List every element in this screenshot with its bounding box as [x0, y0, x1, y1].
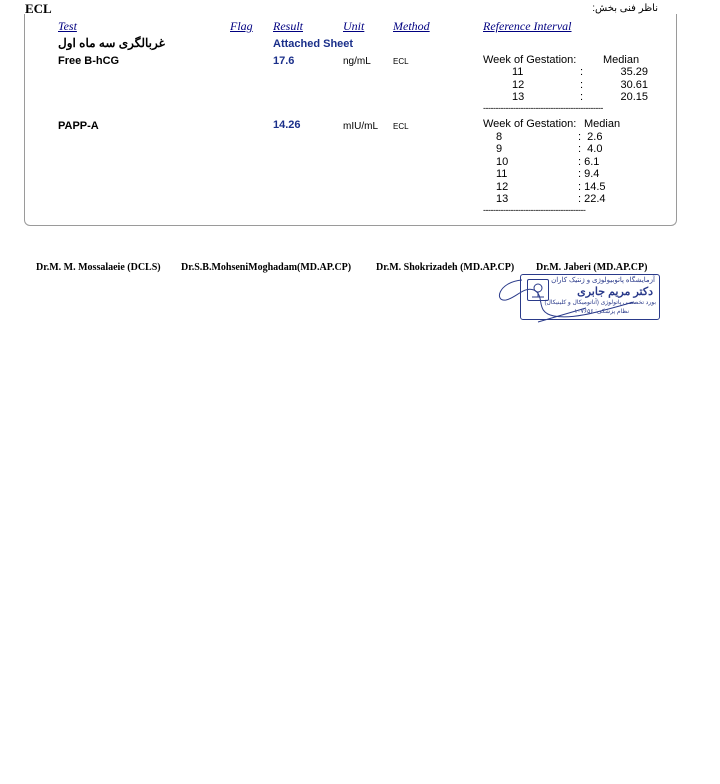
signature-mossalaeie: Dr.M. M. Mossalaeie (DCLS) [36, 262, 161, 273]
unit-papp-a: mIU/mL [343, 121, 378, 132]
ref-value: : 4.0 [578, 143, 603, 155]
stamp-lab-name: آزمایشگاه پاتوبیولوژی و ژنتیک کاران [551, 277, 655, 284]
signature-mohseni-moghadam: Dr.S.B.MohseniMoghadam(MD.AP.CP) [181, 262, 352, 273]
ref-separator: : [580, 91, 584, 103]
header-result: Result [273, 19, 303, 33]
ref-week: 13 [512, 91, 525, 103]
ref-separator: : [580, 79, 584, 91]
ref-week: 12 [512, 79, 525, 91]
test-name-papp-a: PAPP-A [58, 120, 99, 132]
stamp-license-number: نظام پزشکی: ۱۰۷۶۵۶ [574, 309, 629, 315]
ref-value: : 2.6 [578, 131, 603, 143]
unit-free-bhcg: ng/mL [343, 56, 371, 67]
ref-divider-2: ----------------------------------------- [483, 205, 586, 215]
ref-header-left-2: Week of Gestation: [483, 118, 577, 130]
header-unit: Unit [343, 19, 365, 33]
ref-header-right-1: Median [603, 54, 640, 66]
header-method: Method [393, 19, 430, 33]
stamp-doctor-name: دکتر مریم جابری [577, 286, 653, 298]
official-stamp [520, 274, 660, 320]
ref-week: 13 [496, 193, 509, 205]
ref-week: 9 [496, 143, 503, 155]
lab-logo-icon [527, 279, 549, 301]
header-test: Test [58, 19, 77, 33]
ref-divider-1: ------------------------------------------------ [483, 103, 603, 113]
ref-header-right-2: Median [584, 118, 621, 130]
signature-jaberi: Dr.M. Jaberi (MD.AP.CP) [536, 262, 648, 273]
ref-median: 35.29 [620, 66, 648, 78]
result-papp-a: 14.26 [273, 119, 301, 131]
result-free-bhcg: 17.6 [273, 55, 295, 67]
method-free-bhcg: ECL [393, 57, 409, 66]
stamp-specialty: بورد تخصصی پاتولوژی (آناتومیکال و کلینیکال) [544, 300, 656, 306]
ref-separator: : [580, 66, 584, 78]
ref-median: 20.15 [620, 91, 648, 103]
ref-value: : 6.1 [578, 156, 600, 168]
group-result: Attached Sheet [273, 38, 354, 50]
ref-header-left-1: Week of Gestation: [483, 54, 577, 66]
ref-value: : 9.4 [578, 168, 600, 180]
supervisor-label: ناظر فنی بخش: [592, 3, 658, 14]
signature-shokrizadeh: Dr.M. Shokrizadeh (MD.AP.CP) [376, 262, 515, 273]
ref-median: 30.61 [620, 79, 648, 91]
ref-value: : 14.5 [578, 181, 606, 193]
ref-week: 10 [496, 156, 509, 168]
ref-week: 11 [512, 66, 524, 78]
ref-value: : 22.4 [578, 193, 606, 205]
test-name-free-bhcg: Free B-hCG [58, 55, 120, 67]
ref-week: 11 [496, 168, 508, 180]
group-name: غربالگری سه ماه اول [58, 36, 165, 50]
header-reference: Reference Interval [483, 19, 572, 33]
method-papp-a: ECL [393, 122, 409, 131]
ref-week: 8 [496, 131, 503, 143]
header-flag: Flag [230, 19, 253, 33]
section-label: ECL [25, 1, 52, 16]
ref-week: 12 [496, 181, 509, 193]
